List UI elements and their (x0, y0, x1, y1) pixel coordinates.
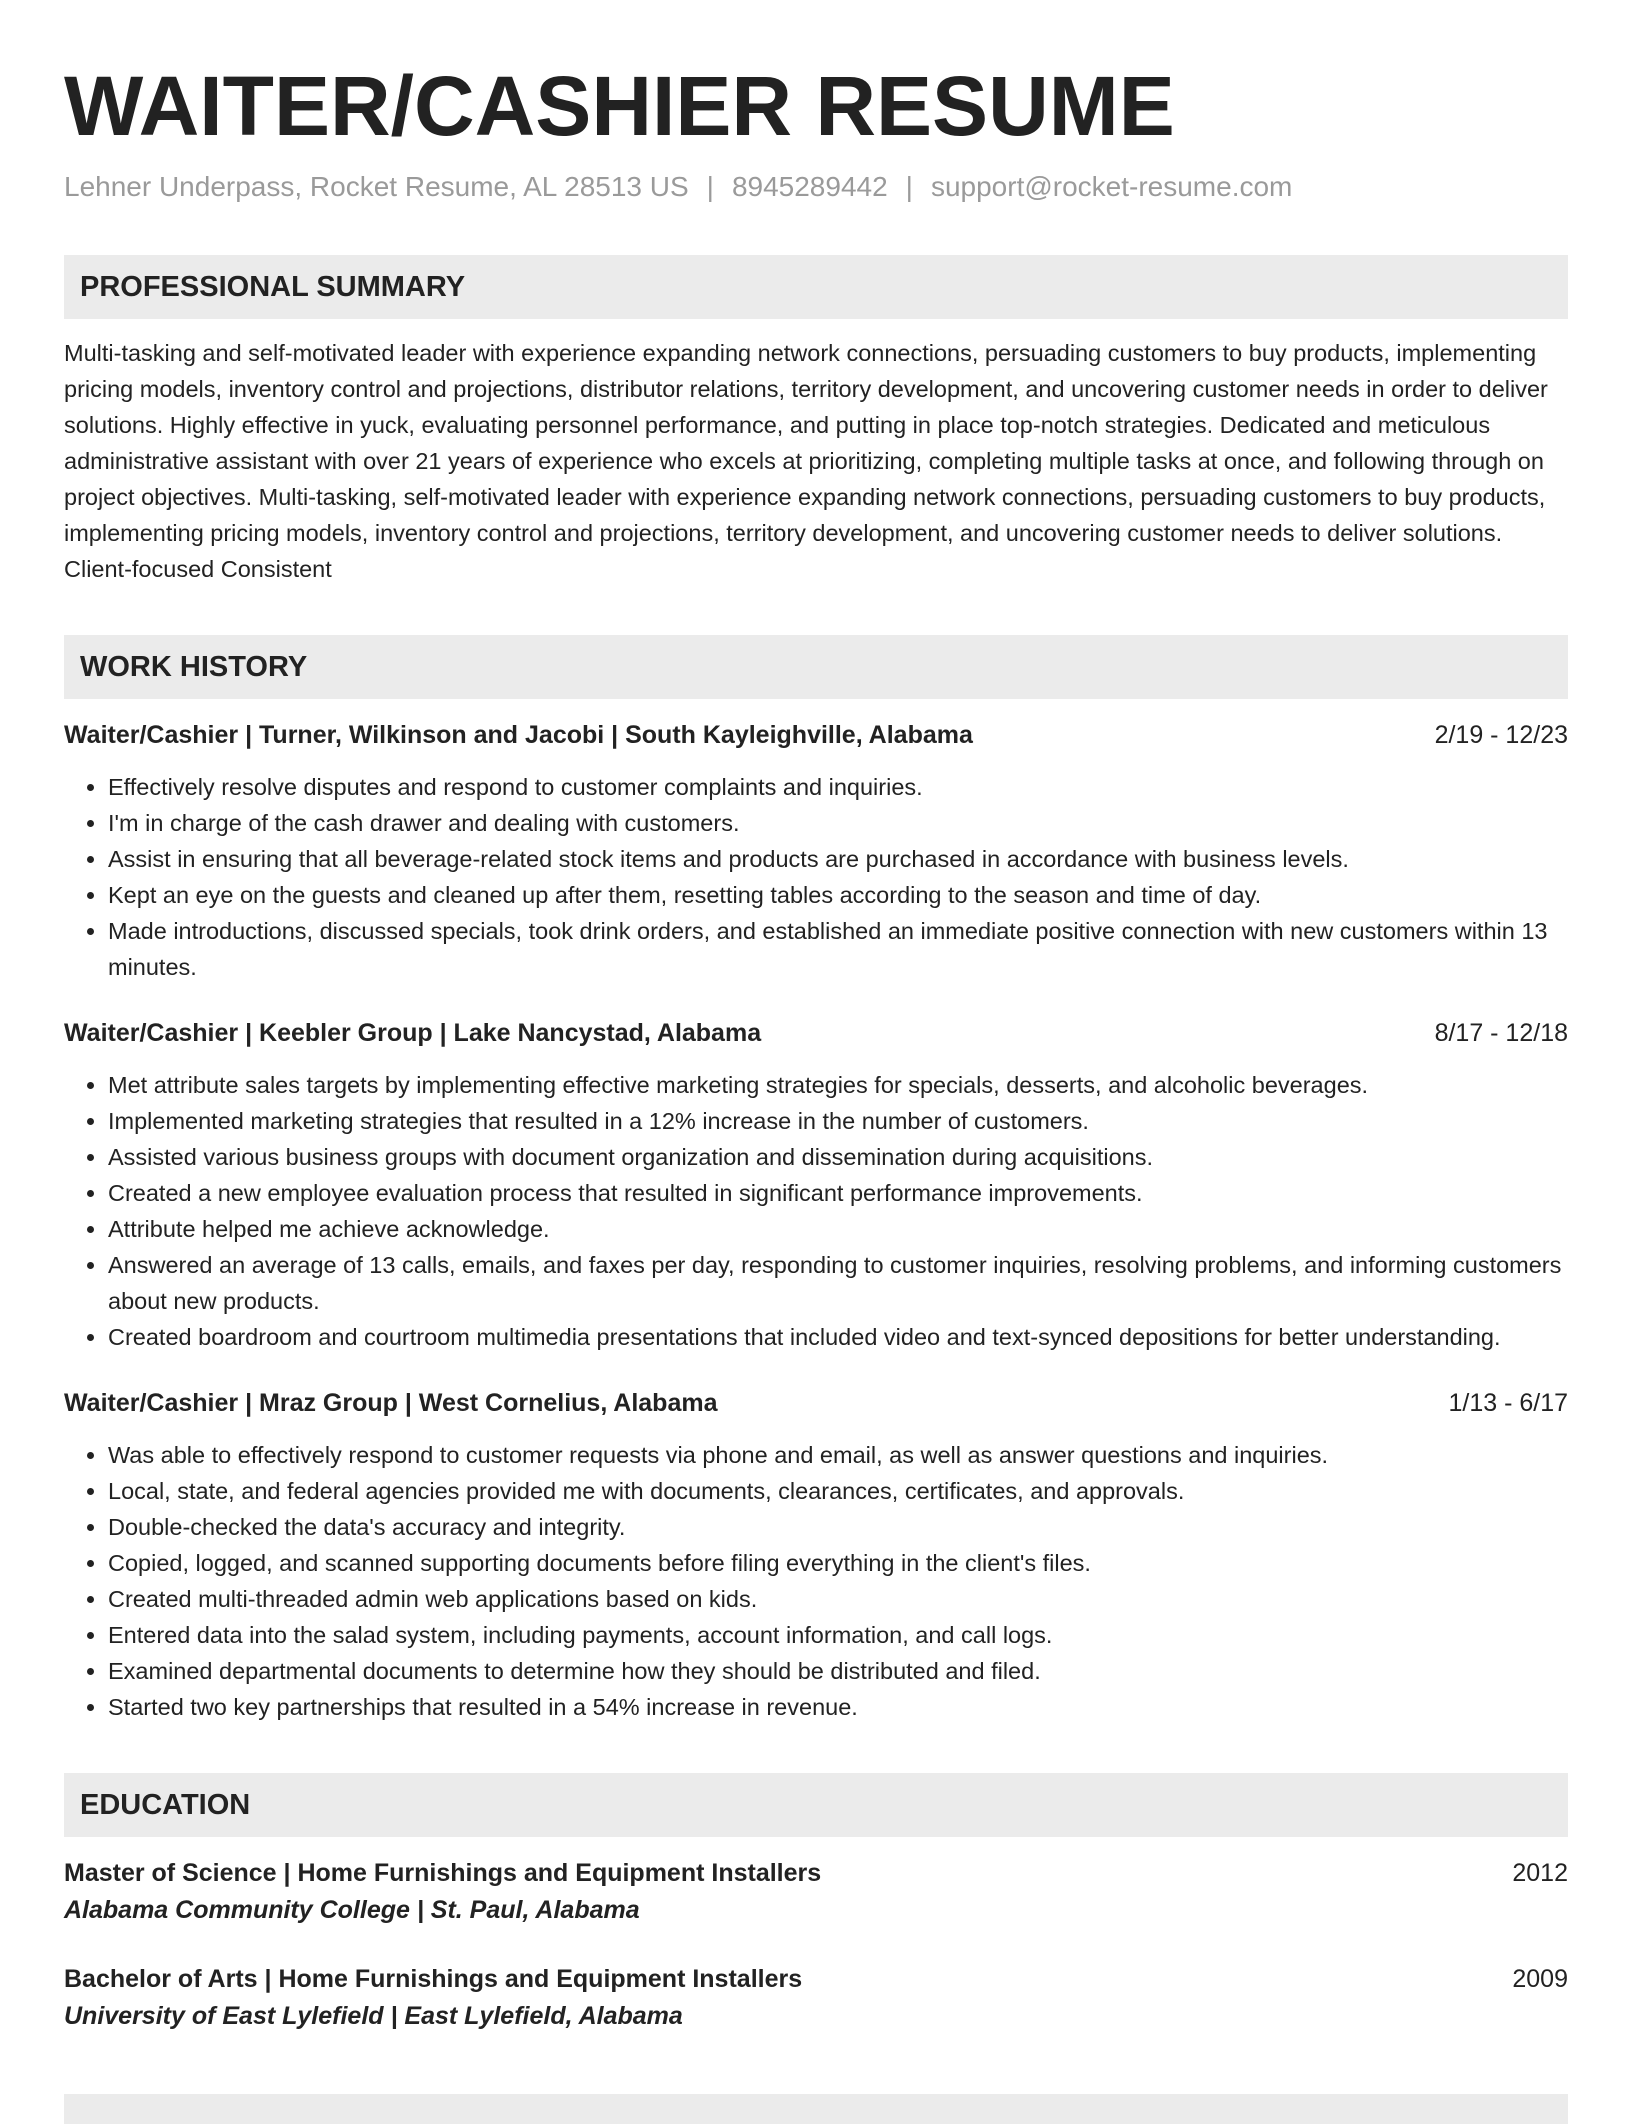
education-year: 2012 (1512, 1859, 1568, 1887)
job-dates: 8/17 - 12/18 (1434, 1019, 1568, 1047)
contact-email: support@rocket-resume.com (930, 171, 1293, 202)
contact-line (64, 170, 1568, 204)
job-bullet: • Assisted various business groups with document organization and dissemination during acquisitions. (108, 1139, 1568, 1175)
job-bullet: • Met attribute sales targets by implementing effective marketing strategies for specials, desserts, and alcoholic beverages. (108, 1067, 1568, 1103)
job-title: Waiter/Cashier | Turner, Wilkinson and Jacobi | South Kayleighville, Alabama (64, 721, 973, 749)
job-bullet: • Implemented marketing strategies that resulted in a 12% increase in the number of customers. (108, 1103, 1568, 1139)
summary-text: Multi-tasking and self-motivated leader with experience expanding network connections, persuading customers to buy products, implementing pricing models, inventory control and projections, distributor relations, territory development, and uncovering customer needs in order to deliver solutions. Highly effective in yuck, evaluating personnel performance, and putting in place top-notch strategies. Dedicated and meticulous administrative assistant with over 21 years of experience who excels at prioritizing, completing multiple tasks at once, and following through on project objectives. Multi-tasking, self-motivated leader with experience expanding network connections, persuading customers to buy products, implementing pricing models, inventory control and projections, territory development, and uncovering customer needs to deliver solutions. Client-focused Consistent (64, 340, 1548, 582)
job-bullet: • Made introductions, discussed specials, took drink orders, and established an immediate positive connection with new customers within 13 minutes. (108, 913, 1568, 985)
work-section-header: WORK HISTORY (64, 635, 1568, 699)
job-dates: 1/13 - 6/17 (1448, 1389, 1568, 1417)
job-bullet: • Was able to effectively respond to customer requests via phone and email, as well as answer questions and inquiries. (108, 1437, 1568, 1473)
job-bullets (64, 769, 1568, 985)
job-header (64, 1385, 1568, 1421)
contact-address: Lehner Underpass, Rocket Resume, AL 28513 US (64, 171, 689, 202)
job-bullet: • I'm in charge of the cash drawer and dealing with customers. (108, 805, 1568, 841)
job-bullet: • Started two key partnerships that resulted in a 54% increase in revenue. (108, 1689, 1568, 1725)
resume-title: WAITER/CASHIER RESUME (64, 59, 1175, 153)
job-bullet: • Entered data into the salad system, including payments, account information, and call logs. (108, 1617, 1568, 1653)
job-bullets (64, 1067, 1568, 1355)
education-degree: Master of Science | Home Furnishings and Equipment Installers (64, 1859, 822, 1887)
contact-separator: | (706, 171, 714, 202)
job-title: Waiter/Cashier | Keebler Group | Lake Nancystad, Alabama (64, 1019, 762, 1047)
education-year: 2009 (1512, 1965, 1568, 1993)
job-bullet: • Answered an average of 13 calls, emails, and faxes per day, responding to customer inquiries, resolving problems, and informing customers about new products. (108, 1247, 1568, 1319)
job-entry (64, 1385, 1568, 1725)
job-dates: 2/19 - 12/23 (1434, 721, 1568, 749)
job-bullet: • Created boardroom and courtroom multimedia presentations that included video and text-synced depositions for better understanding. (108, 1319, 1568, 1355)
next-section-header-bar (64, 2094, 1568, 2124)
job-header (64, 1015, 1568, 1051)
education-entry (64, 1961, 1568, 2035)
job-title: Waiter/Cashier | Mraz Group | West Cornelius, Alabama (64, 1389, 718, 1417)
summary-section-header: PROFESSIONAL SUMMARY (64, 255, 1568, 319)
job-bullets (64, 1437, 1568, 1725)
education-degree: Bachelor of Arts | Home Furnishings and Equipment Installers (64, 1965, 803, 1993)
job-bullet: • Created a new employee evaluation process that resulted in significant performance improvements. (108, 1175, 1568, 1211)
contact-phone: 8945289442 (731, 171, 888, 202)
job-bullet: • Examined departmental documents to determine how they should be distributed and filed. (108, 1653, 1568, 1689)
education-entry (64, 1855, 1568, 1929)
education-header (64, 1961, 1568, 1997)
education-school: University of East Lylefield | East Lylefield, Alabama (64, 2002, 683, 2030)
education-header (64, 1855, 1568, 1891)
education-school: Alabama Community College | St. Paul, Alabama (64, 1896, 640, 1924)
job-entry (64, 717, 1568, 985)
job-bullet: • Created multi-threaded admin web applications based on kids. (108, 1581, 1568, 1617)
job-bullet: • Copied, logged, and scanned supporting documents before filing everything in the client's files. (108, 1545, 1568, 1581)
job-bullet: • Attribute helped me achieve acknowledge. (108, 1211, 1568, 1247)
job-bullet: • Double-checked the data's accuracy and integrity. (108, 1509, 1568, 1545)
education-section-header: EDUCATION (64, 1773, 1568, 1837)
job-header (64, 717, 1568, 753)
job-entry (64, 1015, 1568, 1355)
contact-separator: | (905, 171, 913, 202)
job-bullet: • Assist in ensuring that all beverage-related stock items and products are purchased in accordance with business levels. (108, 841, 1568, 877)
job-bullet: • Local, state, and federal agencies provided me with documents, clearances, certificates, and approvals. (108, 1473, 1568, 1509)
job-bullet: • Effectively resolve disputes and respond to customer complaints and inquiries. (108, 769, 1568, 805)
job-bullet: • Kept an eye on the guests and cleaned up after them, resetting tables according to the season and time of day. (108, 877, 1568, 913)
